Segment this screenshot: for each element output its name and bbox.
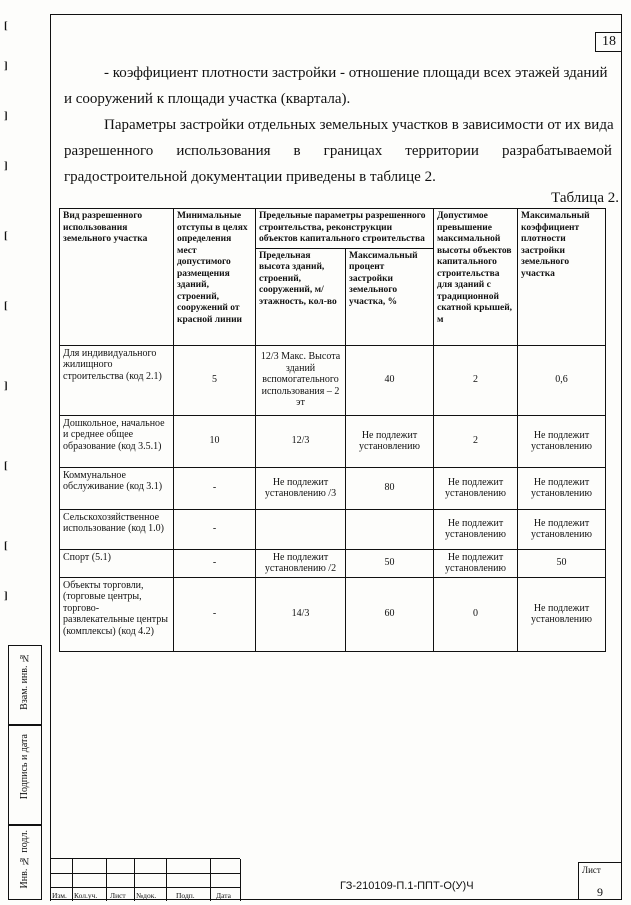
word: использования xyxy=(176,143,271,159)
table-row xyxy=(60,467,606,509)
cell-excess: Не подлежит установлению xyxy=(434,467,518,509)
cell-coverage xyxy=(346,509,434,549)
side-label-inv: Инв. № подл. xyxy=(19,830,30,889)
cell-setback: 5 xyxy=(174,345,256,415)
grid-line xyxy=(210,859,211,901)
table-header-row xyxy=(60,209,606,249)
cell-use-type: Коммунальное обслуживание (код 3.1) xyxy=(60,467,174,509)
grid-line xyxy=(134,859,135,901)
cell-setback: - xyxy=(174,577,256,651)
sheet-label: Лист xyxy=(582,865,601,875)
side-block-podpis xyxy=(8,725,42,825)
header-setback: Минимальные отступы в целях определения мест допустимого размещения зданий, строений, сооружений от красной линии xyxy=(174,209,256,346)
grid-line xyxy=(50,887,240,888)
cell-use-type: Для индивидуального жилищного строительства (код 2.1) xyxy=(60,345,174,415)
grid-line xyxy=(166,859,167,901)
cell-setback: - xyxy=(174,549,256,577)
stamp-label: Изм. xyxy=(52,891,67,900)
cell-use-type: Спорт (5.1) xyxy=(60,549,174,577)
cell-excess: 2 xyxy=(434,415,518,467)
cell-density: Не подлежит установлению xyxy=(518,467,606,509)
word: границах xyxy=(323,143,383,159)
cell-coverage: 80 xyxy=(346,467,434,509)
paragraph-line xyxy=(64,138,612,164)
binding-mark: ] xyxy=(4,60,8,72)
stamp-label: Кол.уч. xyxy=(74,891,98,900)
word: в xyxy=(293,143,301,159)
header-max-height: Предельная высота зданий, строений, сооружений, м/ этажность, кол-во xyxy=(256,248,346,345)
cell-excess: Не подлежит установлению xyxy=(434,549,518,577)
cell-setback: - xyxy=(174,467,256,509)
paragraph-parameters xyxy=(64,112,612,190)
cell-use-type: Объекты торговли, (торговые центры, торгово-развлекательные центры (комплексы) (код 4.2) xyxy=(60,577,174,651)
table-row xyxy=(60,577,606,651)
cell-height: Не подлежит установлению /2 xyxy=(256,549,346,577)
cell-excess: 0 xyxy=(434,577,518,651)
table-row xyxy=(60,345,606,415)
binding-mark: [ xyxy=(4,460,8,472)
stamp-label: Дата xyxy=(216,891,231,900)
paragraph-density xyxy=(64,60,612,112)
binding-mark: ] xyxy=(4,160,8,172)
cell-height: 12/3 Макс. Высота зданий вспомогательного использования – 2 эт xyxy=(256,345,346,415)
stamp-label: Подп. xyxy=(176,891,195,900)
cell-coverage: 50 xyxy=(346,549,434,577)
table-row xyxy=(60,549,606,577)
page-number: 18 xyxy=(595,32,622,52)
grid-line xyxy=(72,859,73,901)
paragraph-line: Параметры застройки отдельных земельных участков в зависимости от их вида xyxy=(104,117,614,133)
header-density: Максимальный коэффициент плотности застройки земельного участка xyxy=(518,209,606,346)
table-row xyxy=(60,415,606,467)
stamp-label: №док. xyxy=(136,891,157,900)
title-block xyxy=(50,858,622,900)
cell-setback: 10 xyxy=(174,415,256,467)
cell-density: 0,6 xyxy=(518,345,606,415)
binding-mark: [ xyxy=(4,540,8,552)
cell-height: 14/3 xyxy=(256,577,346,651)
binding-mark: [ xyxy=(4,230,8,242)
side-block-inv xyxy=(8,825,42,900)
table-caption: Таблица 2. xyxy=(551,190,619,206)
side-label-vzam: Взам. инв. № xyxy=(19,652,30,710)
header-coverage: Максимальный процент застройки земельного участка, % xyxy=(346,248,434,345)
header-height-excess: Допустимое превышение максимальной высоты объектов капитального строительства для зданий с традиционной скатной крышей, м xyxy=(434,209,518,346)
side-block-vzam xyxy=(8,645,42,725)
binding-mark: ] xyxy=(4,110,8,122)
grid-line xyxy=(50,859,51,901)
parameters-table xyxy=(59,208,606,652)
cell-use-type: Сельскохозяйственное использование (код 1.0) xyxy=(60,509,174,549)
cell-density: 50 xyxy=(518,549,606,577)
cell-density: Не подлежит установлению xyxy=(518,415,606,467)
grid-line xyxy=(106,859,107,901)
cell-coverage: 60 xyxy=(346,577,434,651)
grid-line xyxy=(50,873,240,874)
cell-use-type: Дошкольное, начальное и среднее общее образование (код 3.5.1) xyxy=(60,415,174,467)
cell-coverage: Не подлежит установлению xyxy=(346,415,434,467)
revision-grid xyxy=(50,858,240,901)
cell-excess: Не подлежит установлению xyxy=(434,509,518,549)
word: территории xyxy=(405,143,479,159)
paragraph-line: градостроительной документации приведены в таблице 2. xyxy=(64,169,436,185)
paragraph-line: и сооружений к площади участка (квартала). xyxy=(64,91,351,107)
sheet-box xyxy=(578,862,622,900)
cell-setback: - xyxy=(174,509,256,549)
word: разрабатываемой xyxy=(501,143,612,159)
table-row xyxy=(60,509,606,549)
binding-mark: [ xyxy=(4,300,8,312)
sheet-number: 9 xyxy=(597,885,603,899)
grid-line xyxy=(240,859,241,901)
header-limit-params: Предельные параметры разрешенного строительства, реконструкции объектов капитального строительства xyxy=(256,209,434,249)
paragraph-line: - коэффициент плотности застройки - отношение площади всех этажей зданий xyxy=(104,65,608,81)
cell-density: Не подлежит установлению xyxy=(518,509,606,549)
cell-height: 12/3 xyxy=(256,415,346,467)
cell-height xyxy=(256,509,346,549)
cell-coverage: 40 xyxy=(346,345,434,415)
cell-excess: 2 xyxy=(434,345,518,415)
cell-height: Не подлежит установлению /3 xyxy=(256,467,346,509)
binding-mark: [ xyxy=(4,20,8,32)
cell-density: Не подлежит установлению xyxy=(518,577,606,651)
stamp-label: Лист xyxy=(110,891,126,900)
side-label-podpis: Подпись и дата xyxy=(19,734,30,800)
word: разрешенного xyxy=(64,143,154,159)
binding-mark: ] xyxy=(4,380,8,392)
header-use-type: Вид разрешенного использования земельного участка xyxy=(60,209,174,346)
document-code: ГЗ-210109-П.1-ППТ-О(У)Ч xyxy=(340,880,474,892)
binding-mark: ] xyxy=(4,590,8,602)
